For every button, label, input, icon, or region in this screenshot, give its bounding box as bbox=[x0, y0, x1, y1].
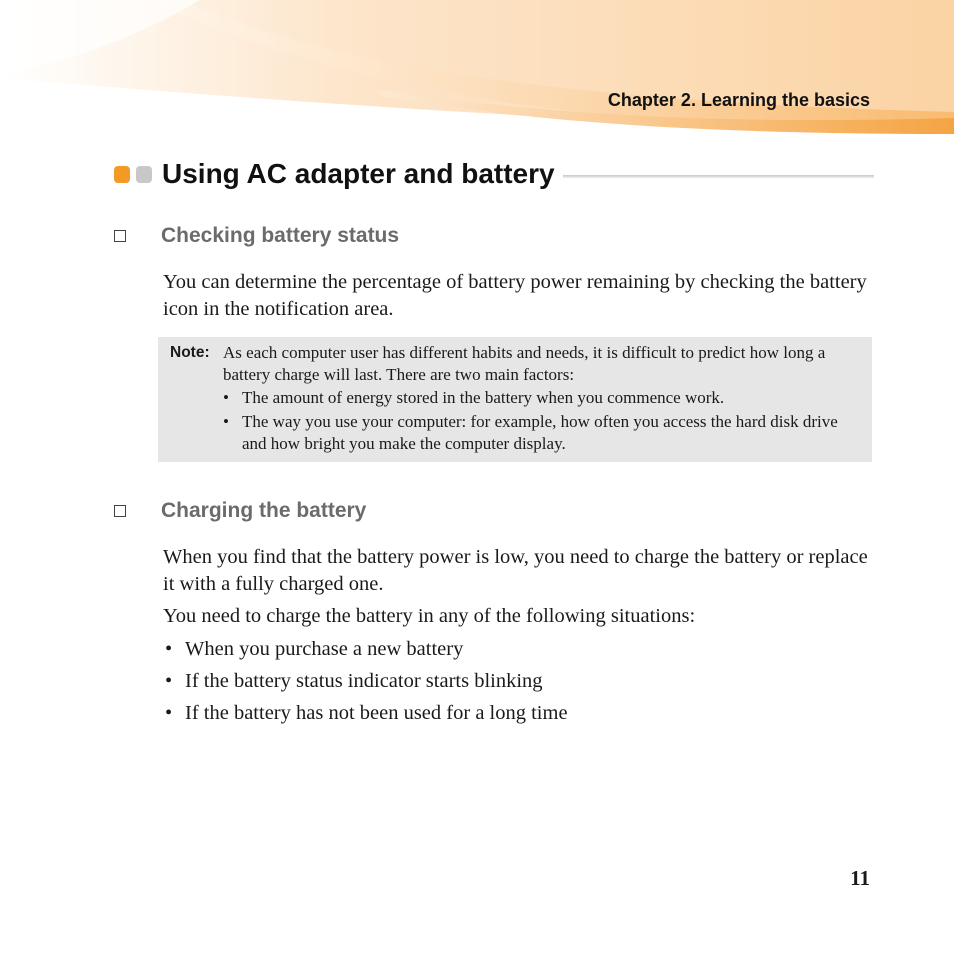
gray-square-icon bbox=[136, 166, 152, 183]
note-label: Note: bbox=[170, 344, 210, 361]
list-item: • If the battery has not been used for a long time bbox=[163, 698, 863, 730]
section-heading bbox=[114, 154, 874, 194]
subheading-charging bbox=[114, 499, 366, 523]
section-title: Using AC adapter and battery bbox=[162, 158, 555, 189]
charging-list bbox=[163, 634, 863, 730]
note-item: • The amount of energy stored in the battery when you commence work. bbox=[223, 387, 863, 409]
checking-body: You can determine the percentage of battery power remaining by checking the battery icon in the notification area. bbox=[163, 271, 867, 320]
chapter-title: Chapter 2. Learning the basics bbox=[607, 90, 870, 110]
square-bullet-icon bbox=[114, 505, 126, 517]
square-bullet-icon bbox=[114, 230, 126, 242]
subheading-checking-text: Checking battery status bbox=[161, 224, 400, 247]
heading-rule bbox=[563, 175, 874, 178]
orange-square-icon bbox=[114, 166, 130, 183]
page-number: 11 bbox=[850, 866, 870, 890]
note-box bbox=[158, 337, 872, 462]
header-decoration bbox=[0, 0, 954, 140]
subheading-charging-text: Charging the battery bbox=[161, 499, 367, 522]
note-item: • The way you use your computer: for example, how often you access the hard disk drive and how bright you make the computer display. bbox=[223, 411, 863, 455]
list-item: • When you purchase a new battery bbox=[163, 634, 863, 666]
note-list bbox=[223, 387, 863, 457]
subheading-checking bbox=[114, 224, 399, 248]
charging-body-1: When you find that the battery power is low, you need to charge the battery or replace it with a fully charged one. bbox=[163, 546, 868, 595]
list-item: • If the battery status indicator starts blinking bbox=[163, 666, 863, 698]
charging-body-2: You need to charge the battery in any of the following situations: bbox=[163, 605, 696, 627]
note-text: As each computer user has different habits and needs, it is difficult to predict how long a battery charge will last. There are two main factors: bbox=[223, 343, 826, 384]
